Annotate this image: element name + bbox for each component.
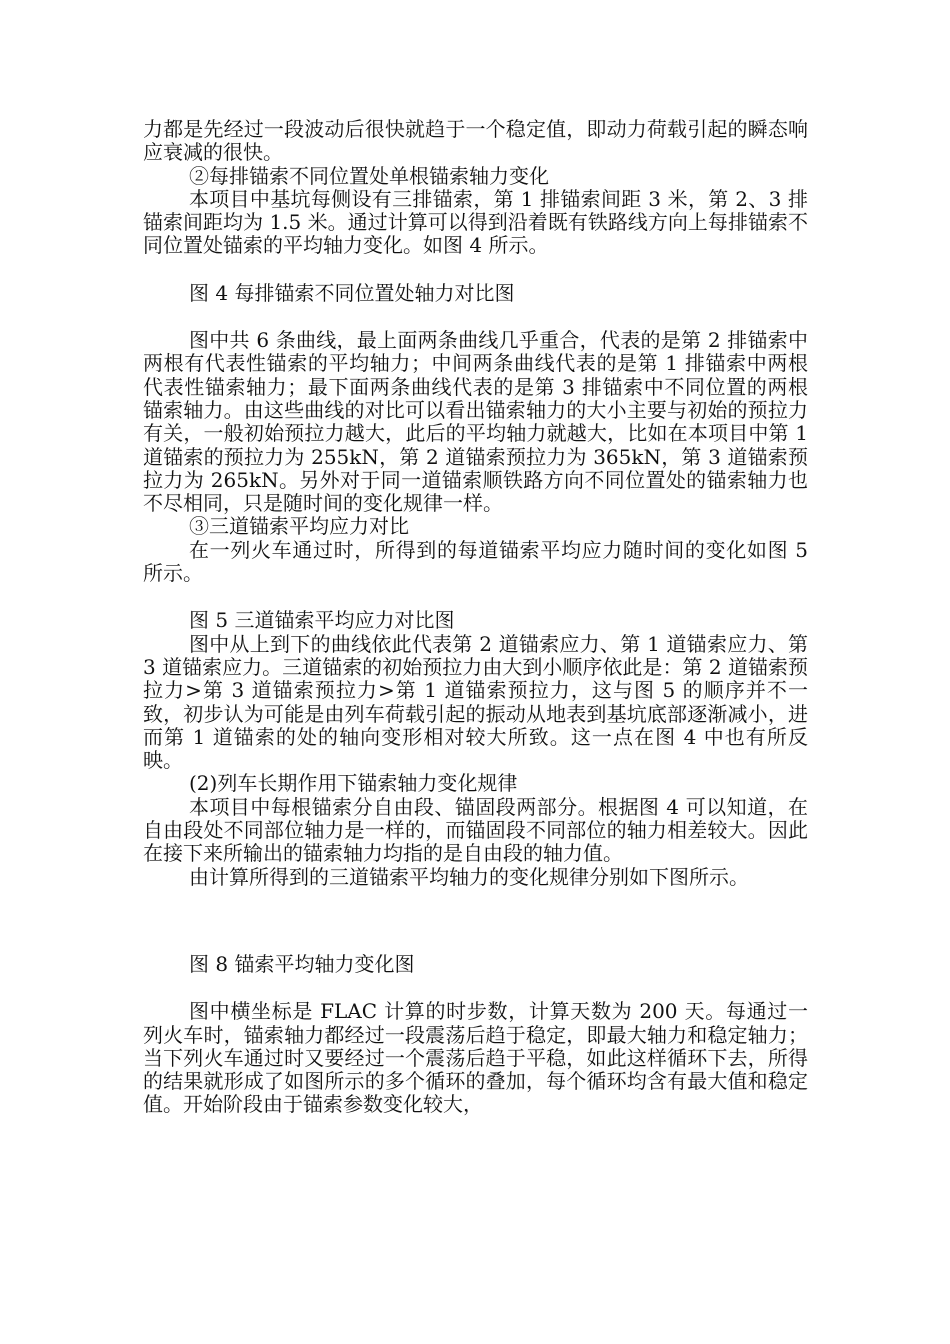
spacer <box>143 305 808 329</box>
paragraph-six-curves: 图中共 6 条曲线，最上面两条曲线几乎重合，代表的是第 2 排锚索中两根有代表性锚索的平均轴力；中间两条曲线代表的是第 1 排锚索中两根代表性锚索轴力；最下面两条曲线代表的是第 3 排锚索中不同位置的两根锚索轴力。由这些曲线的对比可以看出锚索轴力的大小主要与初始的预拉力有关，一般初始预拉力越大，此后的平均轴力就越大，比如在本项目中第 1 道锚索的预拉力为 255kN，第 2 道锚索预拉力为 365kN，第 3 道锚索预拉力为 265kN。另外对于同一道锚索顺铁路方向不同位置处的锚索轴力也不尽相同，只是随时间的变化规律一样。 <box>143 328 808 516</box>
figure-placeholder-4 <box>143 258 808 282</box>
subheading-average-stress: ③三道锚索平均应力对比 <box>189 514 409 539</box>
paragraph-flac-cycles: 图中横坐标是 FLAC 计算的时步数，计算天数为 200 天。每通过一列火车时，锚索轴力都经过一段震荡后趋于稳定，即最大轴力和稳定轴力；当下列火车通过时又要经过一个震荡后趋于平稳，如此这样循环下去，所得的结果就形成了如图所示的多个循环的叠加，每个循环均含有最大值和稳定值。开始阶段由于锚索参数变化较大， <box>143 999 808 1117</box>
spacer <box>143 976 808 1000</box>
paragraph-free-section: 本项目中每根锚索分自由段、锚固段两部分。根据图 4 可以知道，在自由段处不同部位轴力是一样的，而锚固段不同部位的轴力相差较大。因此在接下来所输出的锚索轴力均指的是自由段的轴力值。 <box>143 794 808 866</box>
paragraph-stress-order: 图中从上到下的曲线依此代表第 2 道锚索应力、第 1 道锚索应力、第 3 道锚索应力。三道锚索的初始预拉力由大到小顺序依此是：第 2 道锚索预拉力>第 3 道锚索预拉力>第 1 道锚索预拉力，这与图 5 的顺序并不一致，初步认为可能是由列车荷载引起的振动从地表到基坑底部逐渐减小，进而第 1 道锚索的处的轴向变形相对较大所致。这一点在图 4 中也有所反映。 <box>143 631 808 773</box>
figure-placeholder-5 <box>143 585 808 609</box>
document-body <box>143 118 808 1117</box>
subheading-long-term: (2)列车长期作用下锚索轴力变化规律 <box>189 771 518 796</box>
figure-caption-8: 图 8 锚索平均轴力变化图 <box>189 951 415 976</box>
paragraph-continuation: 力都是先经过一段波动后很快就趋于一个稳定值，即动力荷载引起的瞬态响应衰减的很快。 <box>143 117 808 165</box>
paragraph-results-intro: 由计算所得到的三道锚索平均轴力的变化规律分别如下图所示。 <box>189 864 749 889</box>
figure-placeholder-8 <box>143 889 808 953</box>
subheading-single-anchor-force: ②每排锚索不同位置处单根锚索轴力变化 <box>189 163 549 188</box>
figure-caption-4: 图 4 每排锚索不同位置处轴力对比图 <box>189 280 515 305</box>
paragraph-anchor-layout: 本项目中基坑每侧设有三排锚索，第 1 排锚索间距 3 米，第 2、3 排锚索间距均为 1.5 米。通过计算可以得到沿着既有铁路线方向上每排锚索不同位置处锚索的平均轴力变化。如图 4 所示。 <box>143 186 808 258</box>
paragraph-train-passing: 在一列火车通过时，所得到的每道锚索平均应力随时间的变化如图 5 所示。 <box>143 537 808 586</box>
figure-caption-5: 图 5 三道锚索平均应力对比图 <box>189 608 455 633</box>
